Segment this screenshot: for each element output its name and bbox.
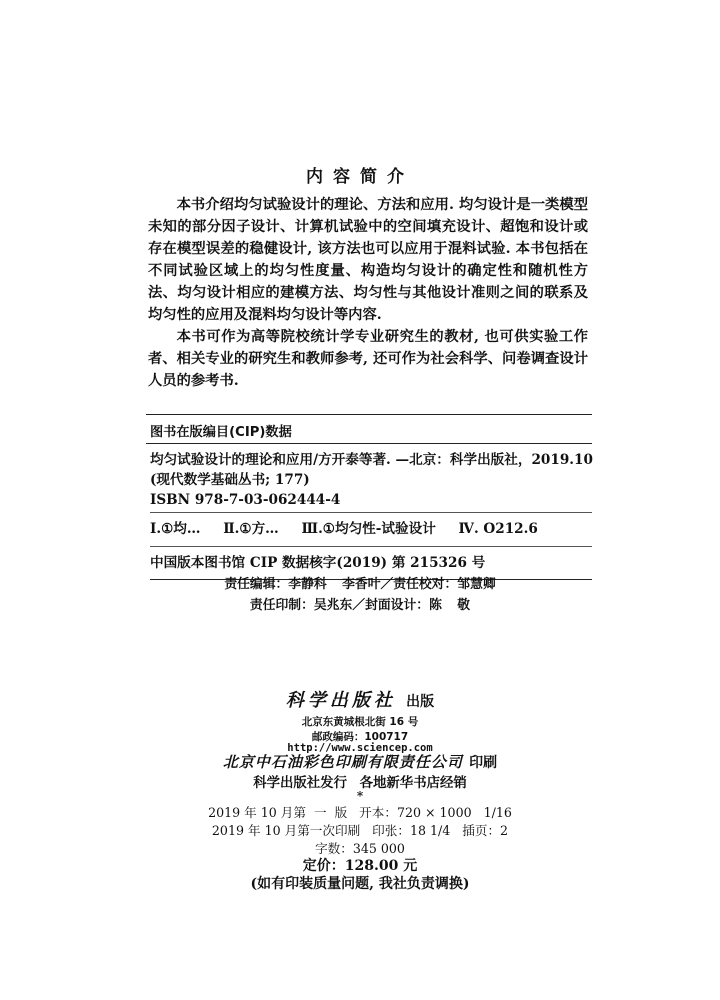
edition-line: 2019 年 10 月第 一 版 开本：720 × 1000 1/16 bbox=[208, 805, 512, 820]
printer-name: 北京中石油彩色印刷有限责任公司 bbox=[222, 753, 463, 771]
cip-series-line: (现代数学基础丛书; 177) bbox=[150, 472, 310, 488]
cip-class-3: Ⅲ.①均匀性-试验设计 bbox=[301, 521, 436, 537]
printing-line: 2019 年 10 月第一次印刷 印张：18 1/4 插页：2 bbox=[211, 823, 509, 838]
cip-title-line: 均匀试验设计的理论和应用/方开泰等著. —北京：科学出版社，2019.10 bbox=[150, 452, 593, 468]
publisher-website: http://www.sciencep.com bbox=[287, 742, 433, 754]
summary-title: 内容简介 bbox=[306, 167, 414, 187]
publisher-suffix: 出版 bbox=[406, 694, 435, 710]
responsibility-line-2: 责任印制：吴兆东／封面设计：陈 敬 bbox=[249, 598, 471, 613]
cip-heading: 图书在版编目(CIP)数据 bbox=[146, 414, 592, 444]
summary-paragraph-1: 本书介绍均匀试验设计的理论、方法和应用. 均匀设计是一类模型未知的部分因子设计、计算机试验中的空间填充设计、超饱和设计或存在模型误差的稳健设计, 该方法也可以应用于混料试验. 本书包括在不同试验区域上的均匀性度量、构造均匀设计的确定性和随机性方法、均匀设计相应的建模方法、均匀性与其他设计准则之间的联系及均匀性的应用及混料均匀设计等内容. bbox=[148, 197, 588, 323]
price: 定价：128.00 元 bbox=[302, 858, 418, 874]
summary-paragraph-2: 本书可作为高等院校统计学专业研究生的教材, 也可供实验工作者、相关专业的研究生和教师参考, 还可作为社会科学、问卷调查设计人员的参考书. bbox=[148, 329, 588, 389]
printer-line bbox=[0, 751, 720, 772]
cip-class-1: Ⅰ.①均… bbox=[150, 521, 201, 537]
cip-classification bbox=[150, 513, 592, 547]
quality-note: (如有印装质量问题, 我社负责调换) bbox=[250, 876, 470, 892]
cip-body bbox=[146, 444, 592, 580]
word-count: 字数：345 000 bbox=[315, 841, 405, 856]
cip-class-2: Ⅱ.①方… bbox=[223, 521, 279, 537]
responsibility-line-1: 责任编辑：李静科 李香叶／责任校对：邹慧卿 bbox=[224, 577, 496, 592]
publisher-name-line bbox=[0, 686, 720, 712]
publisher-logotype: 科学出版社 bbox=[285, 690, 396, 711]
publisher-address: 北京东黄城根北街 16 号 bbox=[301, 716, 419, 728]
distribution-line: 科学出版社发行 各地新华书店经销 bbox=[253, 775, 467, 791]
cip-record bbox=[150, 444, 592, 513]
publisher-postcode: 邮政编码：100717 bbox=[311, 731, 409, 743]
summary-body bbox=[148, 194, 588, 392]
cip-box bbox=[146, 414, 592, 580]
separator-star: * bbox=[356, 789, 364, 803]
cip-class-4: Ⅳ. O212.6 bbox=[458, 521, 538, 537]
cip-isbn: ISBN 978-7-03-062444-4 bbox=[150, 492, 341, 508]
cip-data-number: 中国版本图书馆 CIP 数据核字(2019) 第 215326 号 bbox=[150, 547, 592, 580]
printer-suffix: 印刷 bbox=[469, 755, 498, 771]
